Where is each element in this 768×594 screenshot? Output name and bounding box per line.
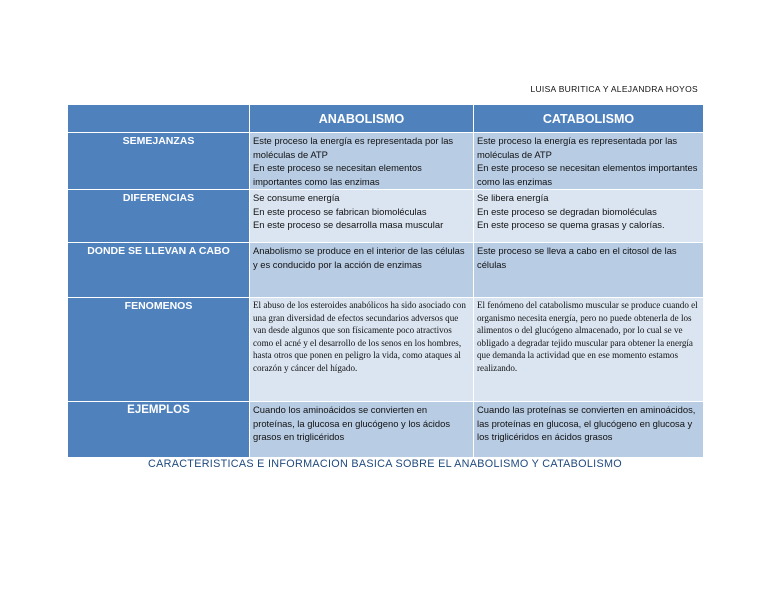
cell-line: Se libera energía <box>477 192 549 203</box>
cell-line: El abuso de los esteroides anabólicos ha sido asociado con una gran diversidad de efectos secundarios adversos que van desde algunos que son físicamente poco atractivos como el acné y el desarrollo de los senos en los hombres, hasta otros que ponen en peligro la vida, como ataques al corazón y cáncer del hígado. <box>253 300 466 373</box>
table-row <box>68 243 704 298</box>
table-row <box>68 133 704 190</box>
header-catabolismo: CATABOLISMO <box>474 105 704 133</box>
authors-line: LUISA BURITICA Y ALEJANDRA HOYOS <box>530 84 698 94</box>
table-row <box>68 402 704 458</box>
table-row <box>68 190 704 243</box>
cell-catabolismo <box>474 190 704 243</box>
cell-anabolismo <box>250 298 474 402</box>
cell-line: Este proceso se lleva a cabo en el citosol de las células <box>477 245 677 270</box>
cell-line: Este proceso la energía es representada por las moléculas de ATP <box>477 135 678 160</box>
cell-catabolismo <box>474 402 704 458</box>
cell-line: En este proceso se fabrican biomoléculas <box>253 205 427 217</box>
row-label: DIFERENCIAS <box>68 190 250 243</box>
cell-anabolismo <box>250 402 474 458</box>
header-anabolismo: ANABOLISMO <box>250 105 474 133</box>
row-label: EJEMPLOS <box>68 402 250 458</box>
cell-line: Este proceso la energía es representada por las moléculas de ATP <box>253 135 454 160</box>
row-label: SEMEJANZAS <box>68 133 250 190</box>
cell-line: En este proceso se necesitan elementos importantes como las enzimas <box>253 162 422 187</box>
row-label: FENOMENOS <box>68 298 250 402</box>
table-caption: CARACTERISTICAS E INFORMACION BASICA SOBRE EL ANABOLISMO Y CATABOLISMO <box>148 458 622 470</box>
cell-line: Cuando los aminoácidos se convierten en proteínas, la glucosa en glucógeno y los ácidos grasos en triglicéridos <box>253 404 451 443</box>
cell-anabolismo <box>250 190 474 243</box>
row-label: DONDE SE LLEVAN A CABO <box>68 243 250 298</box>
cell-line: Cuando las proteínas se convierten en aminoácidos, las proteínas en glucosa, el glucógeno en glucosa y los triglicéridos en ácidos grasos <box>477 404 696 443</box>
header-corner <box>68 105 250 133</box>
cell-line: En este proceso se necesitan elementos importantes como las enzimas <box>477 162 698 187</box>
cell-line: En este proceso se degradan biomoléculas <box>477 205 657 217</box>
cell-line: En este proceso se desarrolla masa muscular <box>253 219 444 231</box>
comparison-table <box>67 104 704 458</box>
cell-catabolismo <box>474 298 704 402</box>
cell-anabolismo <box>250 133 474 190</box>
cell-catabolismo <box>474 243 704 298</box>
cell-line: El fenómeno del catabolismo muscular se produce cuando el organismo necesita energía, pero no puede obtenerla de los alimentos o del glucógeno almacenado, por lo cual se ve obligado a degradar tejido muscular para obtener la energía que demanda la actividad que en ese momento estamos realizando. <box>477 300 698 373</box>
cell-line: Anabolismo se produce en el interior de las células y es conducido por la acción de enzimas <box>253 245 465 270</box>
table-header-row <box>68 105 704 133</box>
cell-line: Se consume energía <box>253 192 340 203</box>
cell-anabolismo <box>250 243 474 298</box>
cell-line: En este proceso se quema grasas y calorías. <box>477 219 665 231</box>
table-row <box>68 298 704 402</box>
cell-catabolismo <box>474 133 704 190</box>
